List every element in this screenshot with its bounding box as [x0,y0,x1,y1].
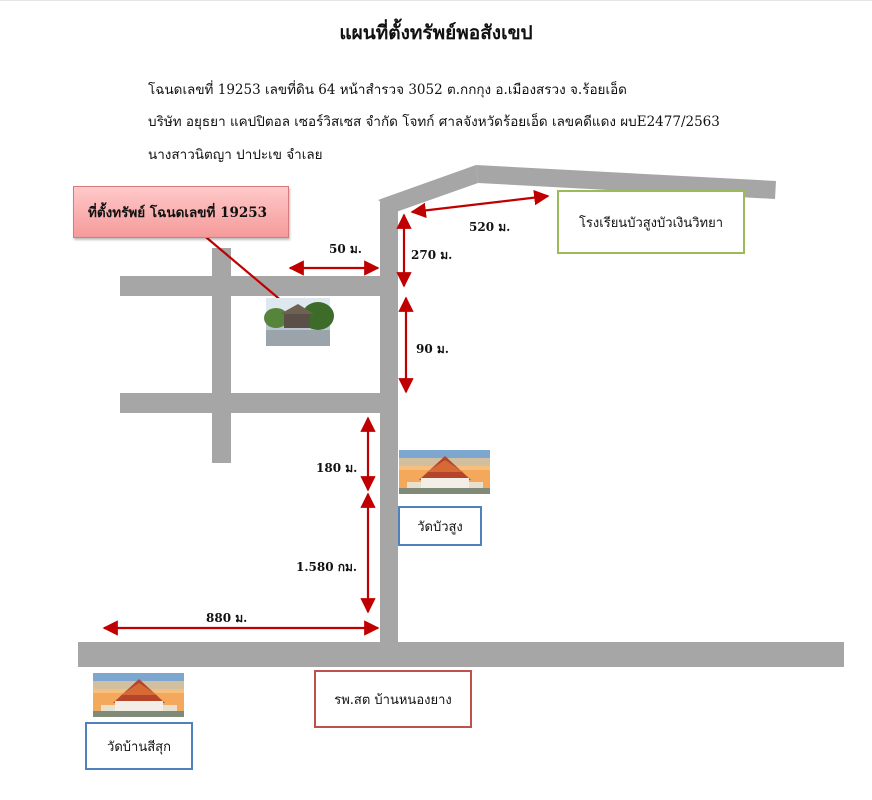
parcel-label: ที่ตั้งทรัพย์ โฉนดเลขที่ 19253 [88,205,268,221]
road-soi-vertical [212,248,231,463]
distance-180m-label: 180 ม. [316,461,358,475]
hospital-box [314,670,472,728]
school-box [557,190,745,254]
defendant-line: นางสาวนิตญา ปาปะเข จำเลย [148,147,323,163]
road-main-vertical [380,200,398,642]
hospital-label: รพ.สต บ้านหนองยาง [334,692,452,708]
road-bottom-main [78,642,844,667]
parcel-photo [264,298,334,346]
case-info-line: บริษัท อยุธยา แคปปิตอล เซอร์วิสเซส จำกัด โจทก์ ศาลจังหวัดร้อยเอ็ด เลขคดีแดง ผบE2477/2563 [148,114,720,130]
temple-buasung-label: วัดบัวสูง [417,519,463,535]
temple-buasung-box [398,506,482,546]
school-label: โรงเรียนบัวสูงบัวเงินวิทยา [578,215,724,231]
map-title: แผนที่ตั้งทรัพย์พอสังเขป [339,22,533,44]
distance-90m-label: 90 ม. [416,342,449,356]
distance-1580km-label: 1.580 กม. [296,560,358,574]
distance-520m-label: 520 ม. [469,220,511,234]
distance-50m-label: 50 ม. [329,242,362,256]
temple-photo-sisuk [93,673,184,717]
distance-880m-label: 880 ม. [206,611,248,625]
temple-sisuk-label: วัดบ้านสีสุก [107,739,171,755]
road-soi-bottom [120,393,382,413]
deed-info-line: โฉนดเลขที่ 19253 เลขที่ดิน 64 หน้าสำรวจ 3052 ต.กกกุง อ.เมืองสรวง จ.ร้อยเอ็ด [148,82,627,98]
temple-photo-buasung [399,450,490,494]
distance-270m-label: 270 ม. [411,248,453,262]
road-soi-top [120,276,382,296]
parcel-label-box [73,186,289,238]
temple-sisuk-box [85,722,193,770]
